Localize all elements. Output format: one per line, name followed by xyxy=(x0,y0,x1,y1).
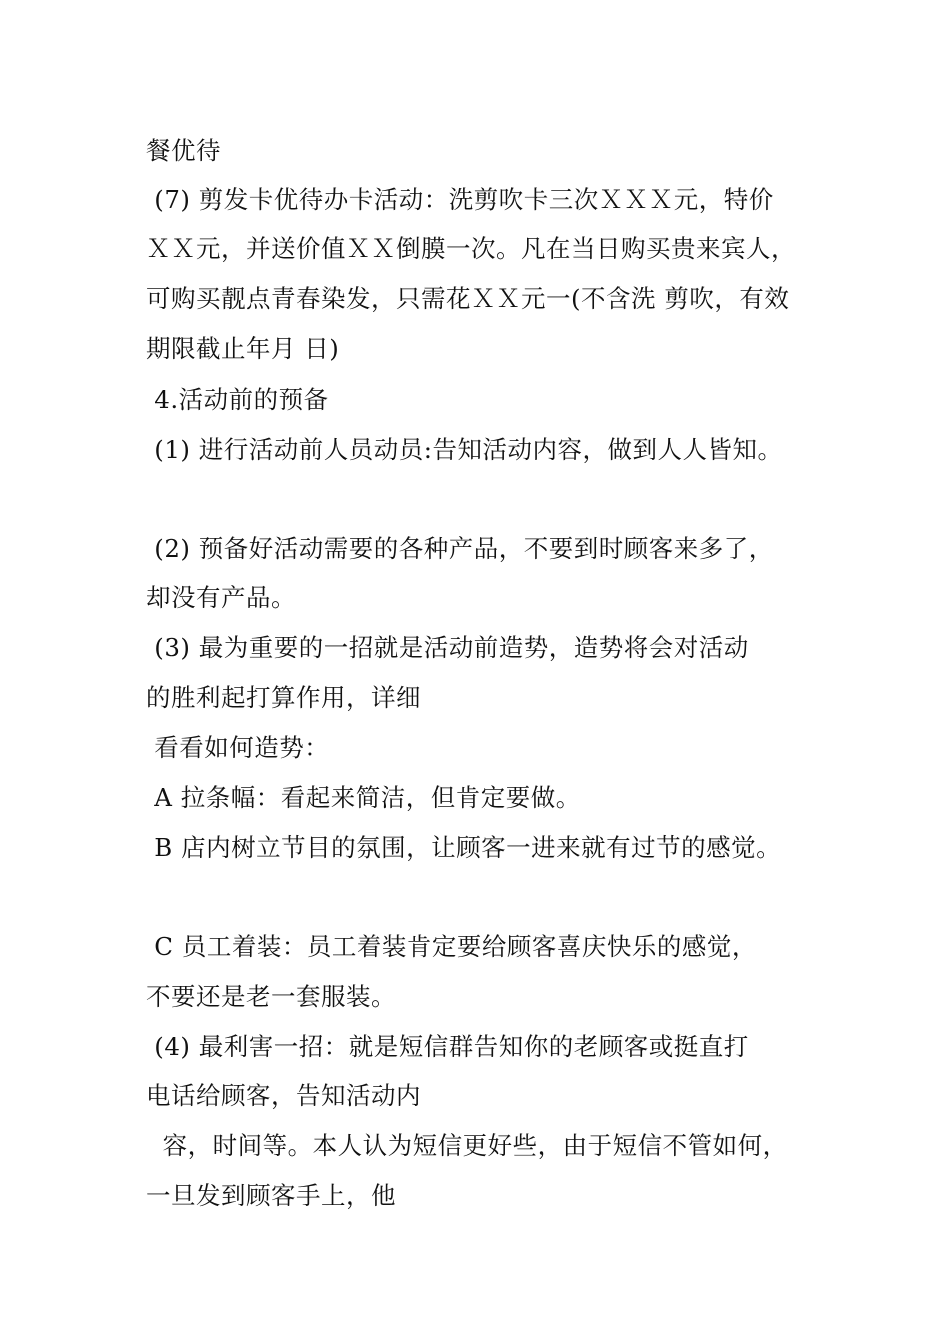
text-line: 容，时间等。本人认为短信更好些，由于短信不管如何， xyxy=(146,1131,788,1160)
text-line: (4) 最利害一招：就是短信群告知你的老顾客或挺直打 xyxy=(146,1032,749,1061)
text-line: 可购买靓点青春染发，只需花ＸＸ元一(不含洗 剪吹，有效 xyxy=(146,284,790,313)
text-line: (7) 剪发卡优待办卡活动：洗剪吹卡三次ＸＸＸ元，特价 xyxy=(146,185,774,214)
text-line: (2) 预备好活动需要的各种产品，不要到时顾客来多了， xyxy=(146,534,774,563)
text-line: 电话给顾客，告知活动内 xyxy=(146,1081,421,1110)
text-line: (3) 最为重要的一招就是活动前造势，造势将会对活动 xyxy=(146,633,749,662)
text-line: B 店内树立节目的氛围，让顾客一进来就有过节的感觉。 xyxy=(146,833,782,862)
text-line: A 拉条幅：看起来简洁，但肯定要做。 xyxy=(146,783,581,812)
text-line: (1) 进行活动前人员动员:告知活动内容，做到人人皆知。 xyxy=(146,435,783,464)
text-line: 看看如何造势： xyxy=(146,733,330,762)
text-line: C 员工着装：员工着装肯定要给顾客喜庆快乐的感觉， xyxy=(146,932,757,961)
text-line: 期限截止年月 日) xyxy=(146,334,340,363)
text-line: 餐优待 xyxy=(146,136,221,165)
text-line: 不要还是老一套服装。 xyxy=(146,982,396,1011)
section-heading: 4.活动前的预备 xyxy=(146,385,329,414)
text-line: 的胜利起打算作用，详细 xyxy=(146,683,421,712)
text-line: ＸＸ元，并送价值ＸＸ倒膜一次。凡在当日购买贵来宾人， xyxy=(146,234,796,263)
text-line: 却没有产品。 xyxy=(146,583,296,612)
text-line: 一旦发到顾客手上，他 xyxy=(146,1181,396,1210)
